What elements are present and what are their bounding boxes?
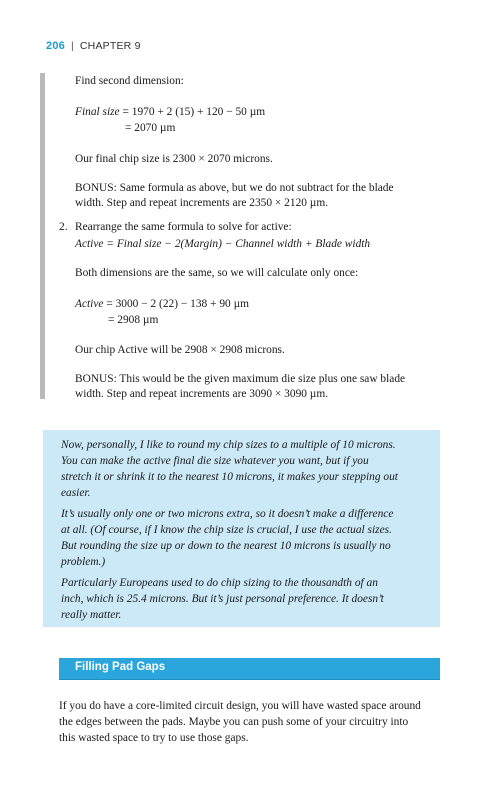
running-header [46, 40, 141, 52]
section-heading-rule [59, 679, 440, 680]
sidebar-line: easier. [61, 487, 91, 499]
final-chip-text: Our final chip size is 2300 × 2070 microns. [75, 153, 273, 165]
section-heading-bar [59, 658, 440, 679]
sidebar-line: Now, personally, I like to round my chip sizes to a multiple of 10 microns. [61, 439, 396, 451]
bonus-2-line-2: width. Step and repeat increments are 3090 × 3090 µm. [75, 388, 329, 400]
sidebar-line: really matter. [61, 609, 122, 621]
sidebar-line: problem.) [61, 556, 106, 568]
final-size-result: = 2070 µm [125, 122, 176, 134]
chapter-label: CHAPTER 9 [79, 40, 141, 52]
bonus-2-line-1: BONUS: This would be the given maximum die size plus one saw blade [75, 373, 406, 385]
list-number-2: 2. [59, 221, 68, 233]
find-second-text: Find second dimension: [75, 75, 184, 87]
sidebar-line: It’s usually only one or two microns extra, so it doesn’t make a difference [61, 508, 394, 520]
chip-active-text: Our chip Active will be 2908 × 2908 microns. [75, 344, 285, 356]
sidebar-line: You can make the active final die size whatever you want, but if you [61, 455, 369, 467]
page-number: 206 [46, 40, 65, 52]
paragraph-line: If you do have a core-limited circuit design, you will have wasted space around [59, 700, 421, 712]
final-size-equation [75, 105, 265, 121]
paragraph-line: this wasted space to try to use those gaps. [59, 732, 249, 744]
active-result: = 2908 µm [108, 314, 159, 326]
section-heading: Filling Pad Gaps [75, 661, 166, 673]
bonus-1-line-2: width. Step and repeat increments are 2350 × 2120 µm. [75, 197, 329, 209]
sidebar-line: inch, which is 25.4 microns. But it’s just personal preference. It doesn’t [61, 593, 384, 605]
active-label: Active [75, 298, 104, 310]
sidebar-line: Particularly Europeans used to do chip sizing to the thousandth of an [61, 577, 378, 589]
paragraph-line: the edges between the pads. Maybe you can push some of your circuitry into [59, 716, 409, 728]
item-2-text: Rearrange the same formula to solve for active: [75, 221, 292, 233]
active-expression: = 3000 − 2 (22) − 138 + 90 µm [103, 298, 249, 310]
sidebar-line: But rounding the size up or down to the nearest 10 microns is usually no [61, 540, 391, 552]
sidebar-line: at all. (Of course, if I know the chip size is crucial, I use the actual sizes. [61, 524, 392, 536]
active-formula: Active = Final size − 2(Margin) − Channel width + Blade width [75, 238, 371, 250]
header-separator: | [70, 40, 74, 52]
active-equation [75, 297, 249, 313]
final-size-expression: = 1970 + 2 (15) + 120 − 50 µm [119, 106, 266, 118]
sidebar-line: stretch it or shrink it to the nearest 10 microns, it makes your stepping out [61, 471, 398, 483]
margin-rule [40, 73, 45, 399]
bonus-1-line-1: BONUS: Same formula as above, but we do not subtract for the blade [75, 182, 394, 194]
both-dimensions-text: Both dimensions are the same, so we will calculate only once: [75, 267, 359, 279]
final-size-label: Final size [75, 106, 120, 118]
